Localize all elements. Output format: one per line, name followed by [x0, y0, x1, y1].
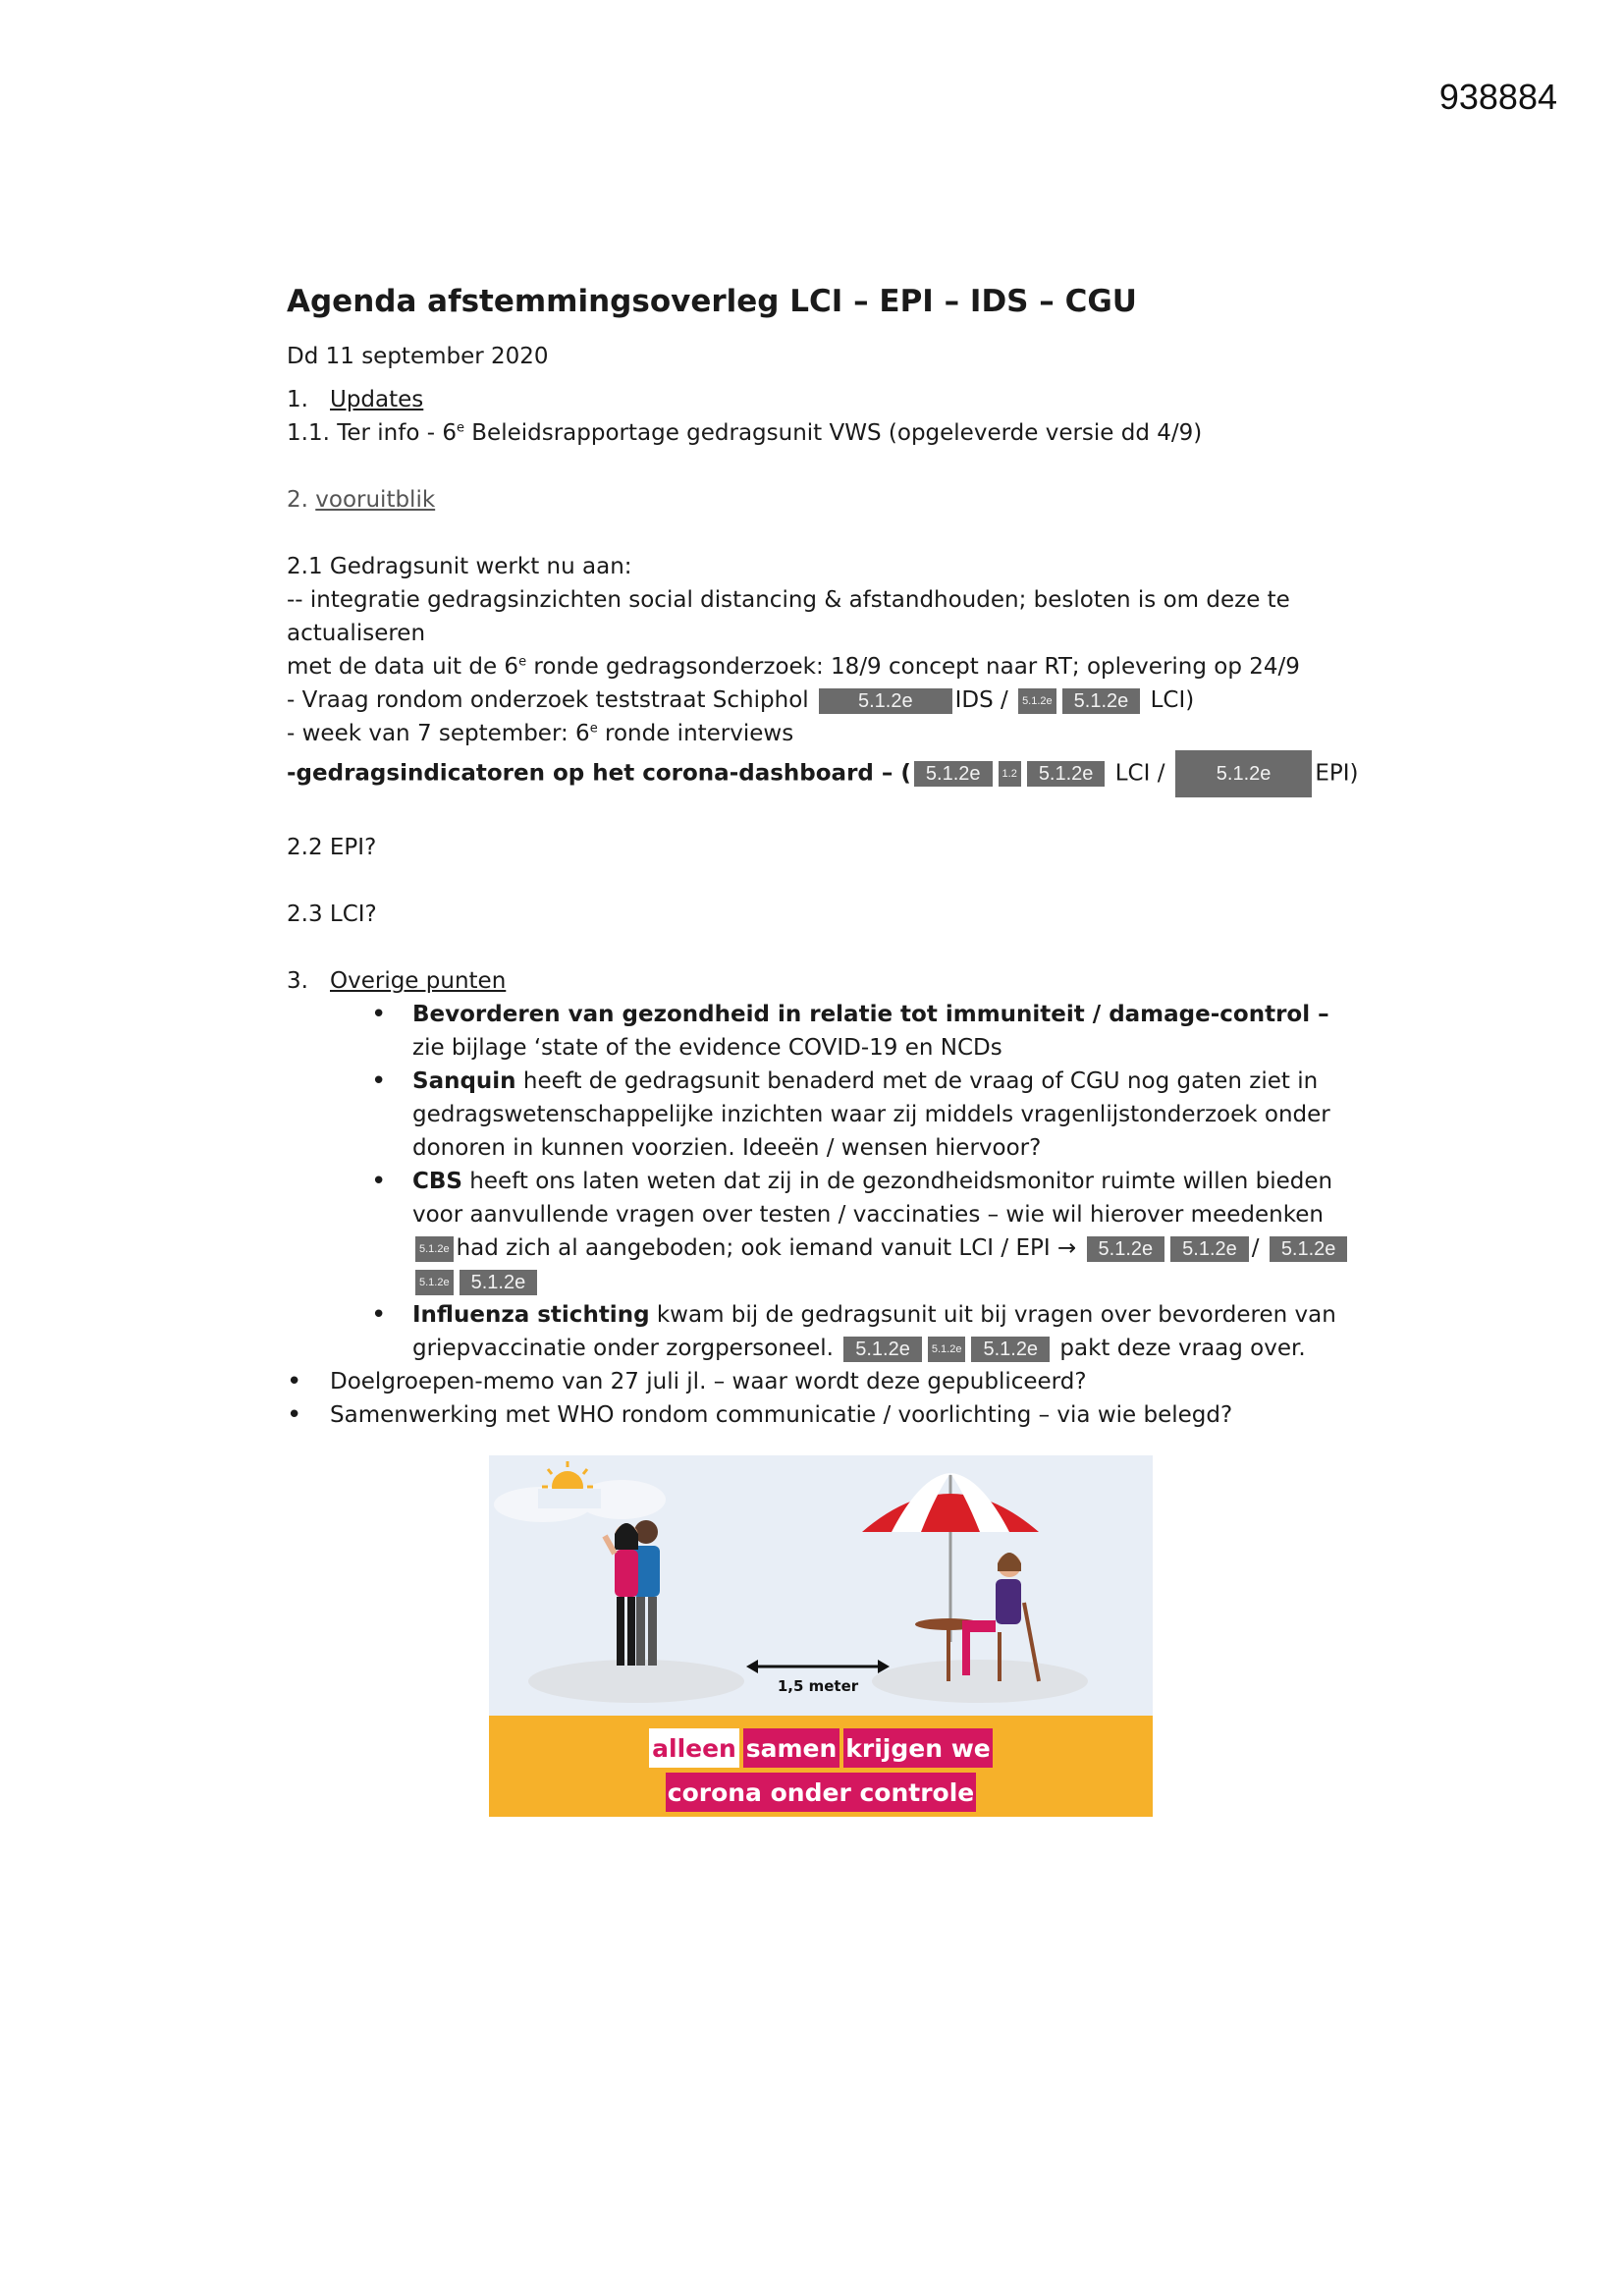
list-item: • Samenwerking met WHO rondom communicatie / voorlichting – via wie belegd? [330, 1398, 1367, 1432]
redaction-block: 5.1.2e [928, 1337, 966, 1362]
extra-points-list [287, 1365, 1367, 1432]
section-title: Updates [330, 387, 424, 412]
item-2-1-line: -- integratie gedragsinzichten social distancing & afstandhouden; besloten is om deze te actualiseren [287, 587, 1290, 646]
corona-distance-illustration [489, 1455, 1153, 1817]
item-2-3: 2.3 LCI? [287, 902, 377, 927]
section-2-heading: 2. vooruitblik [287, 487, 436, 513]
redaction-block: 5.1.2e [819, 688, 952, 714]
list-item: • Sanquin heeft de gedragsunit benaderd met de vraag of CGU nog gaten ziet in gedragswetenschappelijke inzichten waar zij middels vragenlijstonderzoek onder donoren in kunnen voorzien. Ideeën / wensen hiervoor? [412, 1065, 1367, 1165]
section-1-heading [287, 383, 1367, 416]
section-number: 1. [287, 387, 308, 412]
redaction-block: 5.1.2e [460, 1270, 538, 1295]
item-2-1-line: -gedragsindicatoren op het corona-dashboard – ( 5.1.2e 1.2 5.1.2e LCI / 5.1.2e EPI) [287, 750, 1367, 797]
item-2-1-heading: 2.1 Gedragsunit werkt nu aan: [287, 554, 632, 579]
redaction-block: 5.1.2e [914, 761, 993, 787]
item-2-2: 2.2 EPI? [287, 835, 377, 860]
redaction-block: 5.1.2e [1087, 1236, 1165, 1262]
redaction-block: 5.1.2e [1170, 1236, 1249, 1262]
redaction-block: 5.1.2e [1175, 750, 1313, 797]
redaction-block: 1.2 [999, 761, 1021, 787]
slogan-word: samen [745, 1734, 838, 1763]
list-item: • Influenza stichting kwam bij de gedragsunit uit bij vragen over bevorderen van griepvaccinatie onder zorgpersoneel. 5.1.2e 5.1.2e 5.1.2e pakt deze vraag over. [412, 1298, 1367, 1365]
ground-shadow [528, 1660, 744, 1703]
redaction-block: 5.1.2e [971, 1337, 1050, 1362]
redaction-block: 5.1.2e [415, 1270, 454, 1295]
redaction-block: 5.1.2e [1270, 1236, 1348, 1262]
document-number: 938884 [1438, 77, 1557, 117]
section-3-heading: 3. Overige punten [287, 968, 507, 994]
item-2-1-line: - Vraag rondom onderzoek teststraat Schiphol 5.1.2e IDS / 5.1.2e 5.1.2e LCI) [287, 687, 1195, 713]
section-3-list [287, 998, 1367, 1365]
redaction-block: 5.1.2e [1018, 688, 1056, 714]
distance-label: 1,5 meter [777, 1677, 859, 1695]
redaction-block: 5.1.2e [843, 1337, 922, 1362]
list-item: • CBS heeft ons laten weten dat zij in de gezondheidsmonitor ruimte willen bieden voor aanvullende vragen over testen / vaccinaties – wie wil hierover meedenken 5.1.2e had zich al aangeboden; ook iemand vanuit LCI / EPI → 5.1.2e 5.1.2e / 5.1.2e5.1.2e 5.1.2e [412, 1165, 1367, 1298]
redaction-block: 5.1.2e [1062, 688, 1141, 714]
list-item: • Bevorderen van gezondheid in relatie tot immuniteit / damage-control – zie bijlage ‘state of the evidence COVID-19 en NCDs [412, 998, 1367, 1065]
agenda-document [287, 285, 1367, 1432]
item-2-1-line: - week van 7 september: 6e ronde interviews [287, 721, 794, 746]
list-item: • Doelgroepen-memo van 27 juli jl. – waar wordt deze gepubliceerd? [330, 1365, 1367, 1398]
slogan-word: alleen [652, 1734, 736, 1763]
redaction-block: 5.1.2e [415, 1236, 454, 1262]
item-1-1: 1.1. Ter info - 6e Beleidsrapportage gedragsunit VWS (opgeleverde versie dd 4/9) [287, 420, 1203, 446]
redaction-block: 5.1.2e [1027, 761, 1106, 787]
item-2-1-line: met de data uit de 6e ronde gedragsonderzoek: 18/9 concept naar RT; oplevering op 24/9 [287, 654, 1300, 680]
ground-shadow [872, 1660, 1088, 1703]
slogan-word: corona onder controle [667, 1778, 975, 1807]
document-title: Agenda afstemmingsoverleg LCI – EPI – IDS – CGU [287, 284, 1137, 319]
meeting-date: Dd 11 september 2020 [287, 344, 549, 369]
slogan-word: krijgen we [845, 1734, 991, 1763]
